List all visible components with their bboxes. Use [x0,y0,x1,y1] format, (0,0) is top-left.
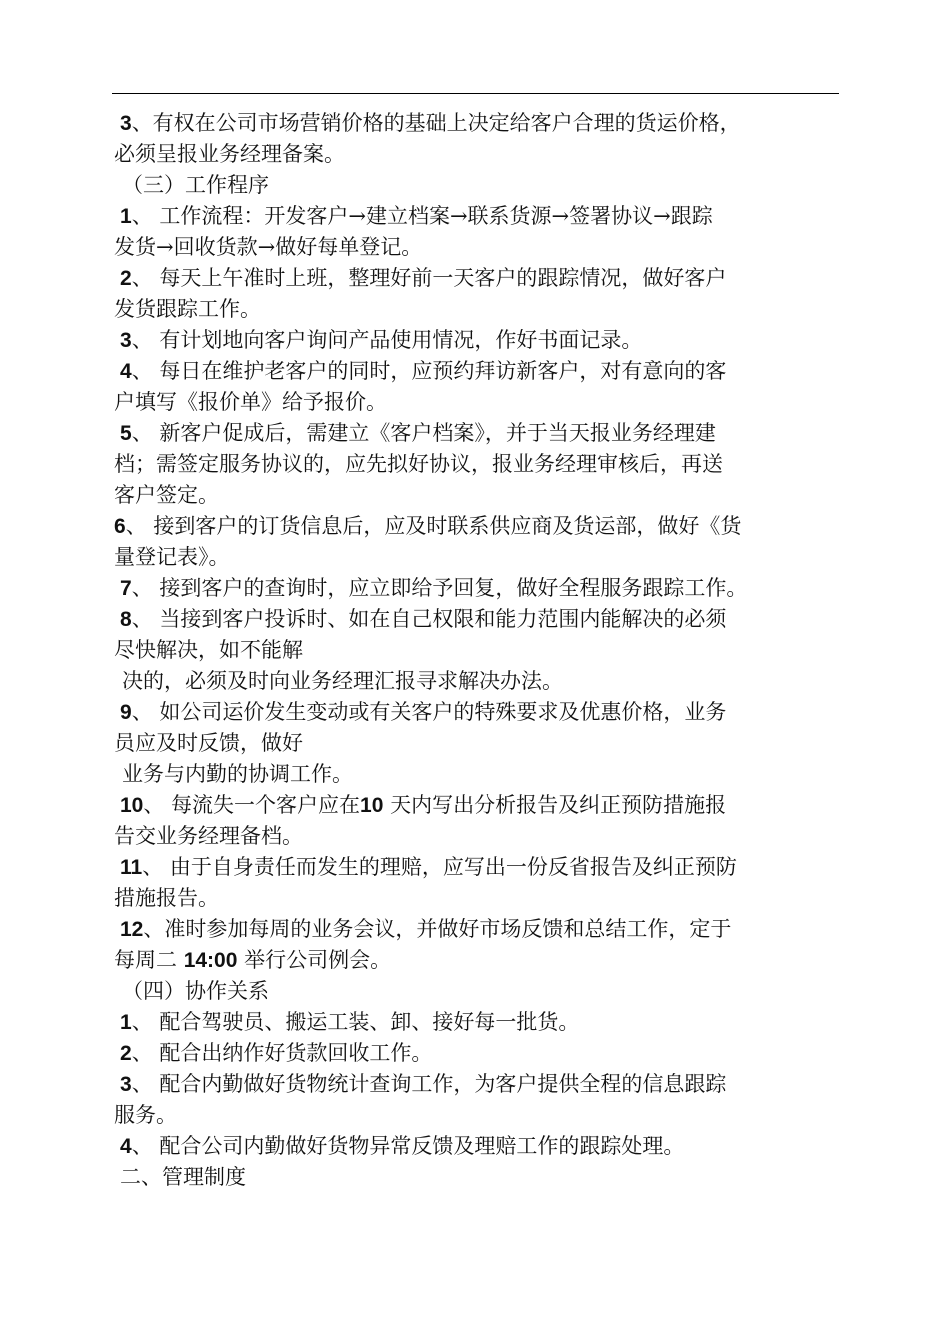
cooperation-item-3-line2: 服务。 [114,1103,177,1127]
procedure-item-12-line1: 12、准时参加每周的业务会议，并做好市场反馈和总结工作，定于 [120,917,732,941]
procedure-item-8-line3: 决的，必须及时向业务经理汇报寻求解决办法。 [122,669,563,693]
procedure-item-8-line2: 尽快解决，如不能解 [114,638,303,662]
procedure-item-9-line1: 9、 如公司运价发生变动或有关客户的特殊要求及优惠价格，业务 [120,700,727,724]
procedure-item-3: 3、 有计划地向客户询问产品使用情况，作好书面记录。 [120,328,643,352]
procedure-item-5-line2: 档；需签定服务协议的，应先拟好协议，报业务经理审核后，再送 [114,452,723,476]
list-item-3-line2: 必须呈报业务经理备案。 [114,142,345,166]
procedure-item-10-line2: 告交业务经理备档。 [114,824,303,848]
section-heading-management-system: 二、管理制度 [120,1165,246,1189]
section-heading-cooperation: （四）协作关系 [122,979,269,1003]
procedure-item-6-line1: 6、 接到客户的订货信息后，应及时联系供应商及货运部，做好《货 [114,514,742,538]
procedure-item-11-line2: 措施报告。 [114,886,219,910]
procedure-item-10-line1: 10、 每流失一个客户应在10 天内写出分析报告及纠正预防措施报 [120,793,727,817]
section-heading-work-procedure: （三）工作程序 [122,173,269,197]
procedure-item-5-line1: 5、 新客户促成后，需建立《客户档案》，并于当天报业务经理建 [120,421,716,445]
procedure-item-8-line1: 8、 当接到客户投诉时、如在自己权限和能力范围内能解决的必须 [120,607,727,631]
cooperation-item-2: 2、 配合出纳作好货款回收工作。 [120,1041,433,1065]
cooperation-item-4: 4、 配合公司内勤做好货物异常反馈及理赔工作的跟踪处理。 [120,1134,685,1158]
procedure-item-9-line3: 业务与内勤的协调工作。 [122,762,353,786]
procedure-item-1-line2: 发货→回收货款→做好每单登记。 [114,235,423,259]
cooperation-item-3-line1: 3、 配合内勤做好货物统计查询工作，为客户提供全程的信息跟踪 [120,1072,727,1096]
procedure-item-2-line1: 2、 每天上午准时上班，整理好前一天客户的跟踪情况，做好客户 [120,266,727,290]
list-item-3-line1: 3、有权在公司市场营销价格的基础上决定给客户合理的货运价格， [120,111,741,135]
document-body [114,108,854,1193]
procedure-item-9-line2: 员应及时反馈，做好 [114,731,303,755]
procedure-item-5-line3: 客户签定。 [114,483,219,507]
procedure-item-12-line2: 每周二 14:00 举行公司例会。 [114,948,392,972]
procedure-item-11-line1: 11、 由于自身责任而发生的理赔，应写出一份反省报告及纠正预防 [120,855,737,879]
cooperation-item-1: 1、 配合驾驶员、搬运工装、卸、接好每一批货。 [120,1010,580,1034]
procedure-item-4-line1: 4、 每日在维护老客户的同时，应预约拜访新客户，对有意向的客 [120,359,727,383]
procedure-item-1-line1: 1、 工作流程：开发客户→建立档案→联系货源→签署协议→跟踪 [120,204,713,228]
header-rule [112,93,839,94]
procedure-item-6-line2: 量登记表》。 [114,545,230,569]
procedure-item-7: 7、 接到客户的查询时，应立即给予回复，做好全程服务跟踪工作。 [120,576,748,600]
procedure-item-2-line2: 发货跟踪工作。 [114,297,261,321]
procedure-item-4-line2: 户填写《报价单》给予报价。 [114,390,387,414]
